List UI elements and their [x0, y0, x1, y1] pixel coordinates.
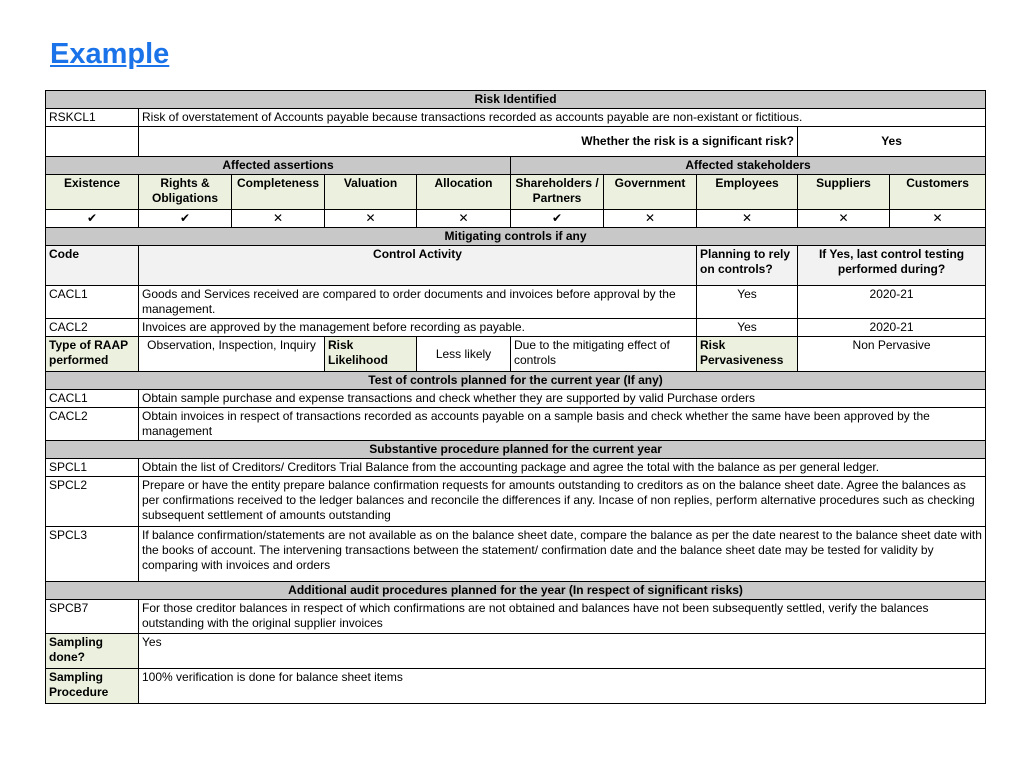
control-planning: Yes: [697, 319, 798, 337]
stakeholder-government: Government: [604, 175, 697, 210]
sampling-procedure-label: Sampling Procedure: [46, 669, 139, 704]
stakeholder-shareholders: Shareholders / Partners: [511, 175, 604, 210]
risk-blank-cell: [46, 127, 139, 157]
test-code: CACL1: [46, 390, 139, 408]
raap-value: Observation, Inspection, Inquiry: [139, 337, 325, 372]
control-testing: 2020-21: [798, 319, 986, 337]
pervasiveness-label: Risk Pervasiveness: [697, 337, 798, 372]
affected-assertions-header: Affected assertions: [46, 157, 511, 175]
stakeholder-mark: ✕: [697, 210, 798, 228]
control-activity: Goods and Services received are compared to order documents and invoices before approval by the management.: [139, 286, 697, 319]
assertion-mark: ✕: [417, 210, 511, 228]
affected-stakeholders-header: Affected stakeholders: [511, 157, 986, 175]
stakeholder-mark: ✕: [604, 210, 697, 228]
test-code: CACL2: [46, 408, 139, 441]
raap-label: Type of RAAP performed: [46, 337, 139, 372]
substantive-code: SPCL1: [46, 459, 139, 477]
sampling-done-label: Sampling done?: [46, 634, 139, 669]
stakeholder-suppliers: Suppliers: [798, 175, 890, 210]
substantive-text: Prepare or have the entity prepare balance confirmation requests for amounts outstanding to creditors as on the balance sheet date. Agree the balances as per confirmations received to the ledger balances and reconcile the differences if any. Incase of non replies, perform alternative procedures such as checking subsequent settlement of amounts outstanding: [139, 477, 986, 527]
col-testing-header: If Yes, last control testing performed during?: [798, 246, 986, 286]
stakeholder-employees: Employees: [697, 175, 798, 210]
assertion-mark: ✕: [232, 210, 325, 228]
audit-risk-table: [45, 90, 986, 704]
substantive-text: Obtain the list of Creditors/ Creditors Trial Balance from the accounting package and agree the total with the balance as per general ledger.: [139, 459, 986, 477]
mitigating-controls-header: Mitigating controls if any: [46, 228, 986, 246]
assertion-rights-obligations: Rights & Obligations: [139, 175, 232, 210]
stakeholder-mark: ✕: [798, 210, 890, 228]
substantive-code: SPCL2: [46, 477, 139, 527]
test-controls-header: Test of controls planned for the current year (If any): [46, 372, 986, 390]
additional-procedures-header: Additional audit procedures planned for the year (In respect of significant risks): [46, 582, 986, 600]
stakeholder-mark: ✔: [511, 210, 604, 228]
likelihood-label: Risk Likelihood: [325, 337, 417, 372]
risk-description: Risk of overstatement of Accounts payable because transactions recorded as accounts payable are non-existant or fictitious.: [139, 109, 986, 127]
sampling-procedure-value: 100% verification is done for balance sheet items: [139, 669, 986, 704]
assertion-valuation: Valuation: [325, 175, 417, 210]
stakeholder-customers: Customers: [890, 175, 986, 210]
col-code-header: Code: [46, 246, 139, 286]
control-testing: 2020-21: [798, 286, 986, 319]
col-control-activity-header: Control Activity: [139, 246, 697, 286]
assertion-mark: ✔: [46, 210, 139, 228]
additional-code: SPCB7: [46, 600, 139, 634]
assertion-existence: Existence: [46, 175, 139, 210]
risk-code: RSKCL1: [46, 109, 139, 127]
pervasiveness-value: Non Pervasive: [798, 337, 986, 372]
likelihood-value: Less likely: [417, 337, 511, 372]
significant-risk-question: Whether the risk is a significant risk?: [139, 127, 798, 157]
col-planning-header: Planning to rely on controls?: [697, 246, 798, 286]
assertion-mark: ✕: [325, 210, 417, 228]
assertion-completeness: Completeness: [232, 175, 325, 210]
risk-identified-header: Risk Identified: [46, 91, 986, 109]
sampling-done-value: Yes: [139, 634, 986, 669]
assertion-mark: ✔: [139, 210, 232, 228]
stakeholder-mark: ✕: [890, 210, 986, 228]
additional-text: For those creditor balances in respect of which confirmations are not obtained and balances have not been subsequently settled, verify the balances outstanding with the original supplier invoices: [139, 600, 986, 634]
control-activity: Invoices are approved by the management before recording as payable.: [139, 319, 697, 337]
substantive-code: SPCL3: [46, 527, 139, 582]
page-title: Example: [50, 38, 170, 70]
control-code: CACL2: [46, 319, 139, 337]
substantive-text: If balance confirmation/statements are not available as on the balance sheet date, compare the balance as per the date nearest to the balance sheet date with the books of account. The intervening transactions between the statement/ confirmation date and the balance sheet date may be tested for validity by comparing with invoices and orders: [139, 527, 986, 582]
control-code: CACL1: [46, 286, 139, 319]
control-planning: Yes: [697, 286, 798, 319]
significant-risk-answer: Yes: [798, 127, 986, 157]
test-text: Obtain sample purchase and expense transactions and check whether they are supported by valid Purchase orders: [139, 390, 986, 408]
substantive-header: Substantive procedure planned for the current year: [46, 441, 986, 459]
assertion-allocation: Allocation: [417, 175, 511, 210]
test-text: Obtain invoices in respect of transactions recorded as accounts payable on a sample basis and check whether the same have been approved by the management: [139, 408, 986, 441]
likelihood-reason: Due to the mitigating effect of controls: [511, 337, 697, 372]
